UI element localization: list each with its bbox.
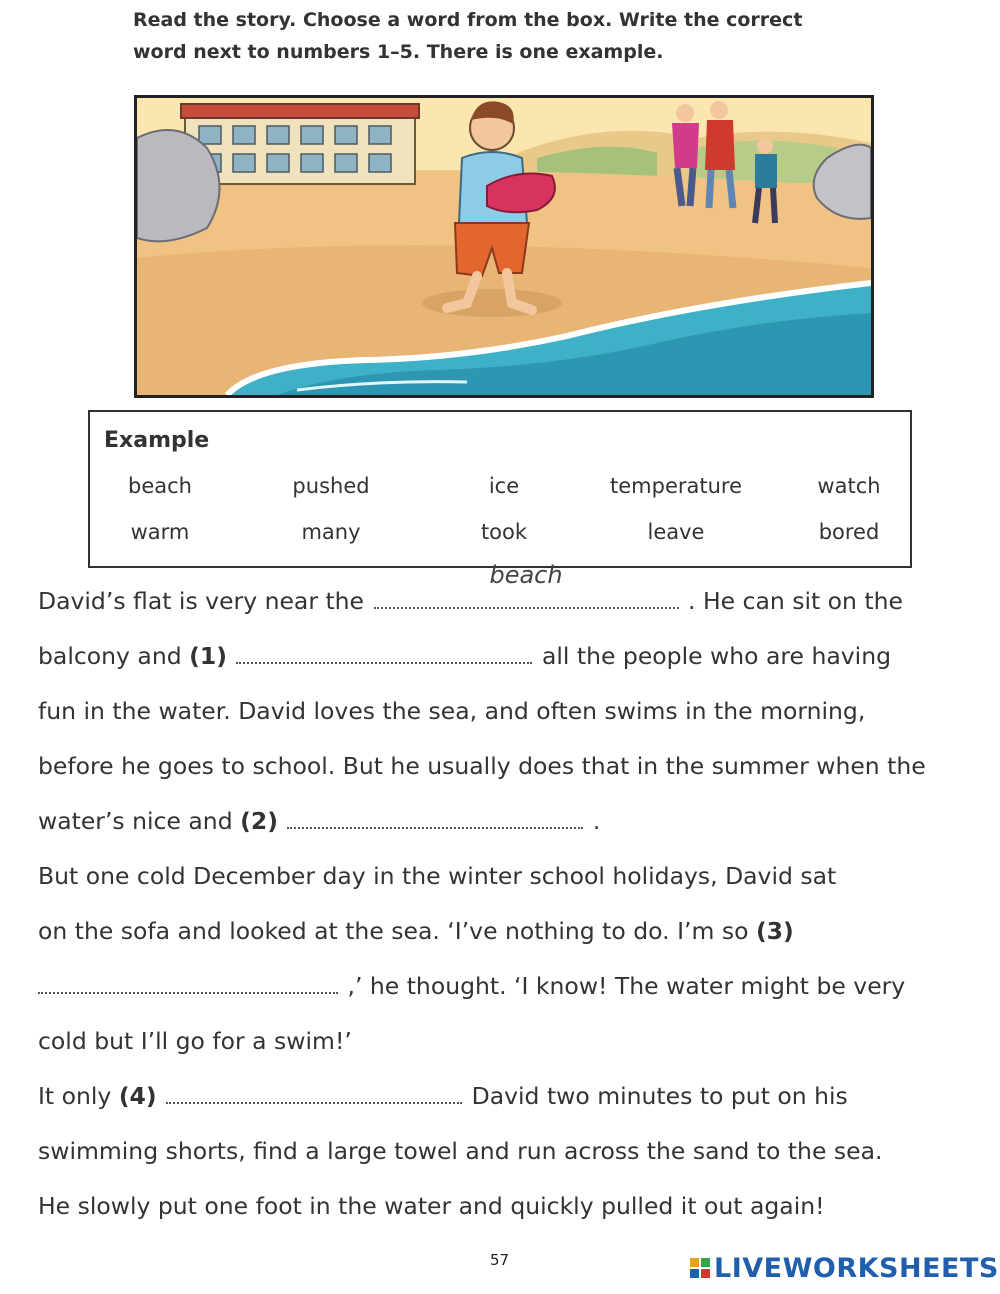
- word-option: pushed: [292, 474, 370, 498]
- word-box: [88, 410, 912, 568]
- word-option: leave: [647, 520, 705, 544]
- story-line: He slowly put one foot in the water and quickly pulled it out again!: [38, 1192, 825, 1220]
- question-number-1: (1): [189, 642, 227, 670]
- story-line: [38, 1069, 968, 1124]
- story-line: cold but I’ll go for a swim!’: [38, 1027, 352, 1055]
- story-line: [38, 561, 968, 629]
- liveworksheets-logo[interactable]: [690, 1251, 999, 1285]
- word-option: beach: [128, 474, 192, 498]
- question-number-4: (4): [118, 1082, 157, 1110]
- story-text-segment: balcony and: [38, 642, 182, 670]
- instructions-line-1: Read the story. Choose a word from the box. Write the correct: [133, 9, 803, 31]
- answer-blank-4[interactable]: [166, 1072, 462, 1104]
- page-number: 57: [490, 1251, 510, 1269]
- example-answer-blank: [374, 561, 679, 609]
- word-option: many: [301, 520, 361, 544]
- word-option: warm: [130, 520, 190, 544]
- instructions: [133, 4, 893, 68]
- story-line: fun in the water. David loves the sea, and often swims in the morning,: [38, 697, 866, 725]
- word-option: bored: [818, 520, 880, 544]
- instructions-line-2: word next to numbers 1–5. There is one example.: [133, 41, 664, 63]
- story-text-segment: all the people who are having: [541, 642, 892, 670]
- story-text-segment: water’s nice and: [38, 807, 233, 835]
- story-line: [38, 959, 968, 1014]
- story-line: swimming shorts, find a large towel and run across the sand to the sea.: [38, 1137, 883, 1165]
- word-option: temperature: [610, 474, 742, 498]
- word-box-title: Example: [104, 428, 210, 453]
- story-line: [38, 904, 968, 959]
- answer-blank-2[interactable]: [287, 797, 583, 829]
- brand-name: LIVEWORKSHEETS: [714, 1252, 999, 1284]
- story-line: before he goes to school. But he usually does that in the summer when the: [38, 752, 926, 780]
- story-line: [38, 794, 968, 849]
- story-line: [38, 629, 968, 684]
- answer-blank-3[interactable]: [38, 962, 338, 994]
- story-line: But one cold December day in the winter school holidays, David sat: [38, 862, 837, 890]
- answer-blank-1[interactable]: [236, 632, 532, 664]
- liveworksheets-logo-icon: [690, 1258, 710, 1278]
- story-text-segment: David two minutes to put on his: [471, 1082, 848, 1110]
- example-answer: beach: [489, 561, 563, 589]
- question-number-2: (2): [240, 807, 278, 835]
- story-text-segment: . He can sit on the: [688, 587, 903, 615]
- beach-illustration: [134, 95, 874, 398]
- word-option: watch: [817, 474, 881, 498]
- question-number-3: (3): [755, 917, 794, 945]
- story-text: [38, 561, 968, 1234]
- story-text-segment: ,’ he thought. ‘I know! The water might be very: [347, 972, 906, 1000]
- story-text-segment: on the sofa and looked at the sea. ‘I’ve nothing to do. I’m so: [38, 917, 749, 945]
- word-option: ice: [488, 474, 520, 498]
- word-option: took: [480, 520, 528, 544]
- story-text-segment: .: [592, 807, 601, 835]
- story-text-segment: It only: [38, 1082, 112, 1110]
- story-text-segment: David’s flat is very near the: [38, 587, 365, 615]
